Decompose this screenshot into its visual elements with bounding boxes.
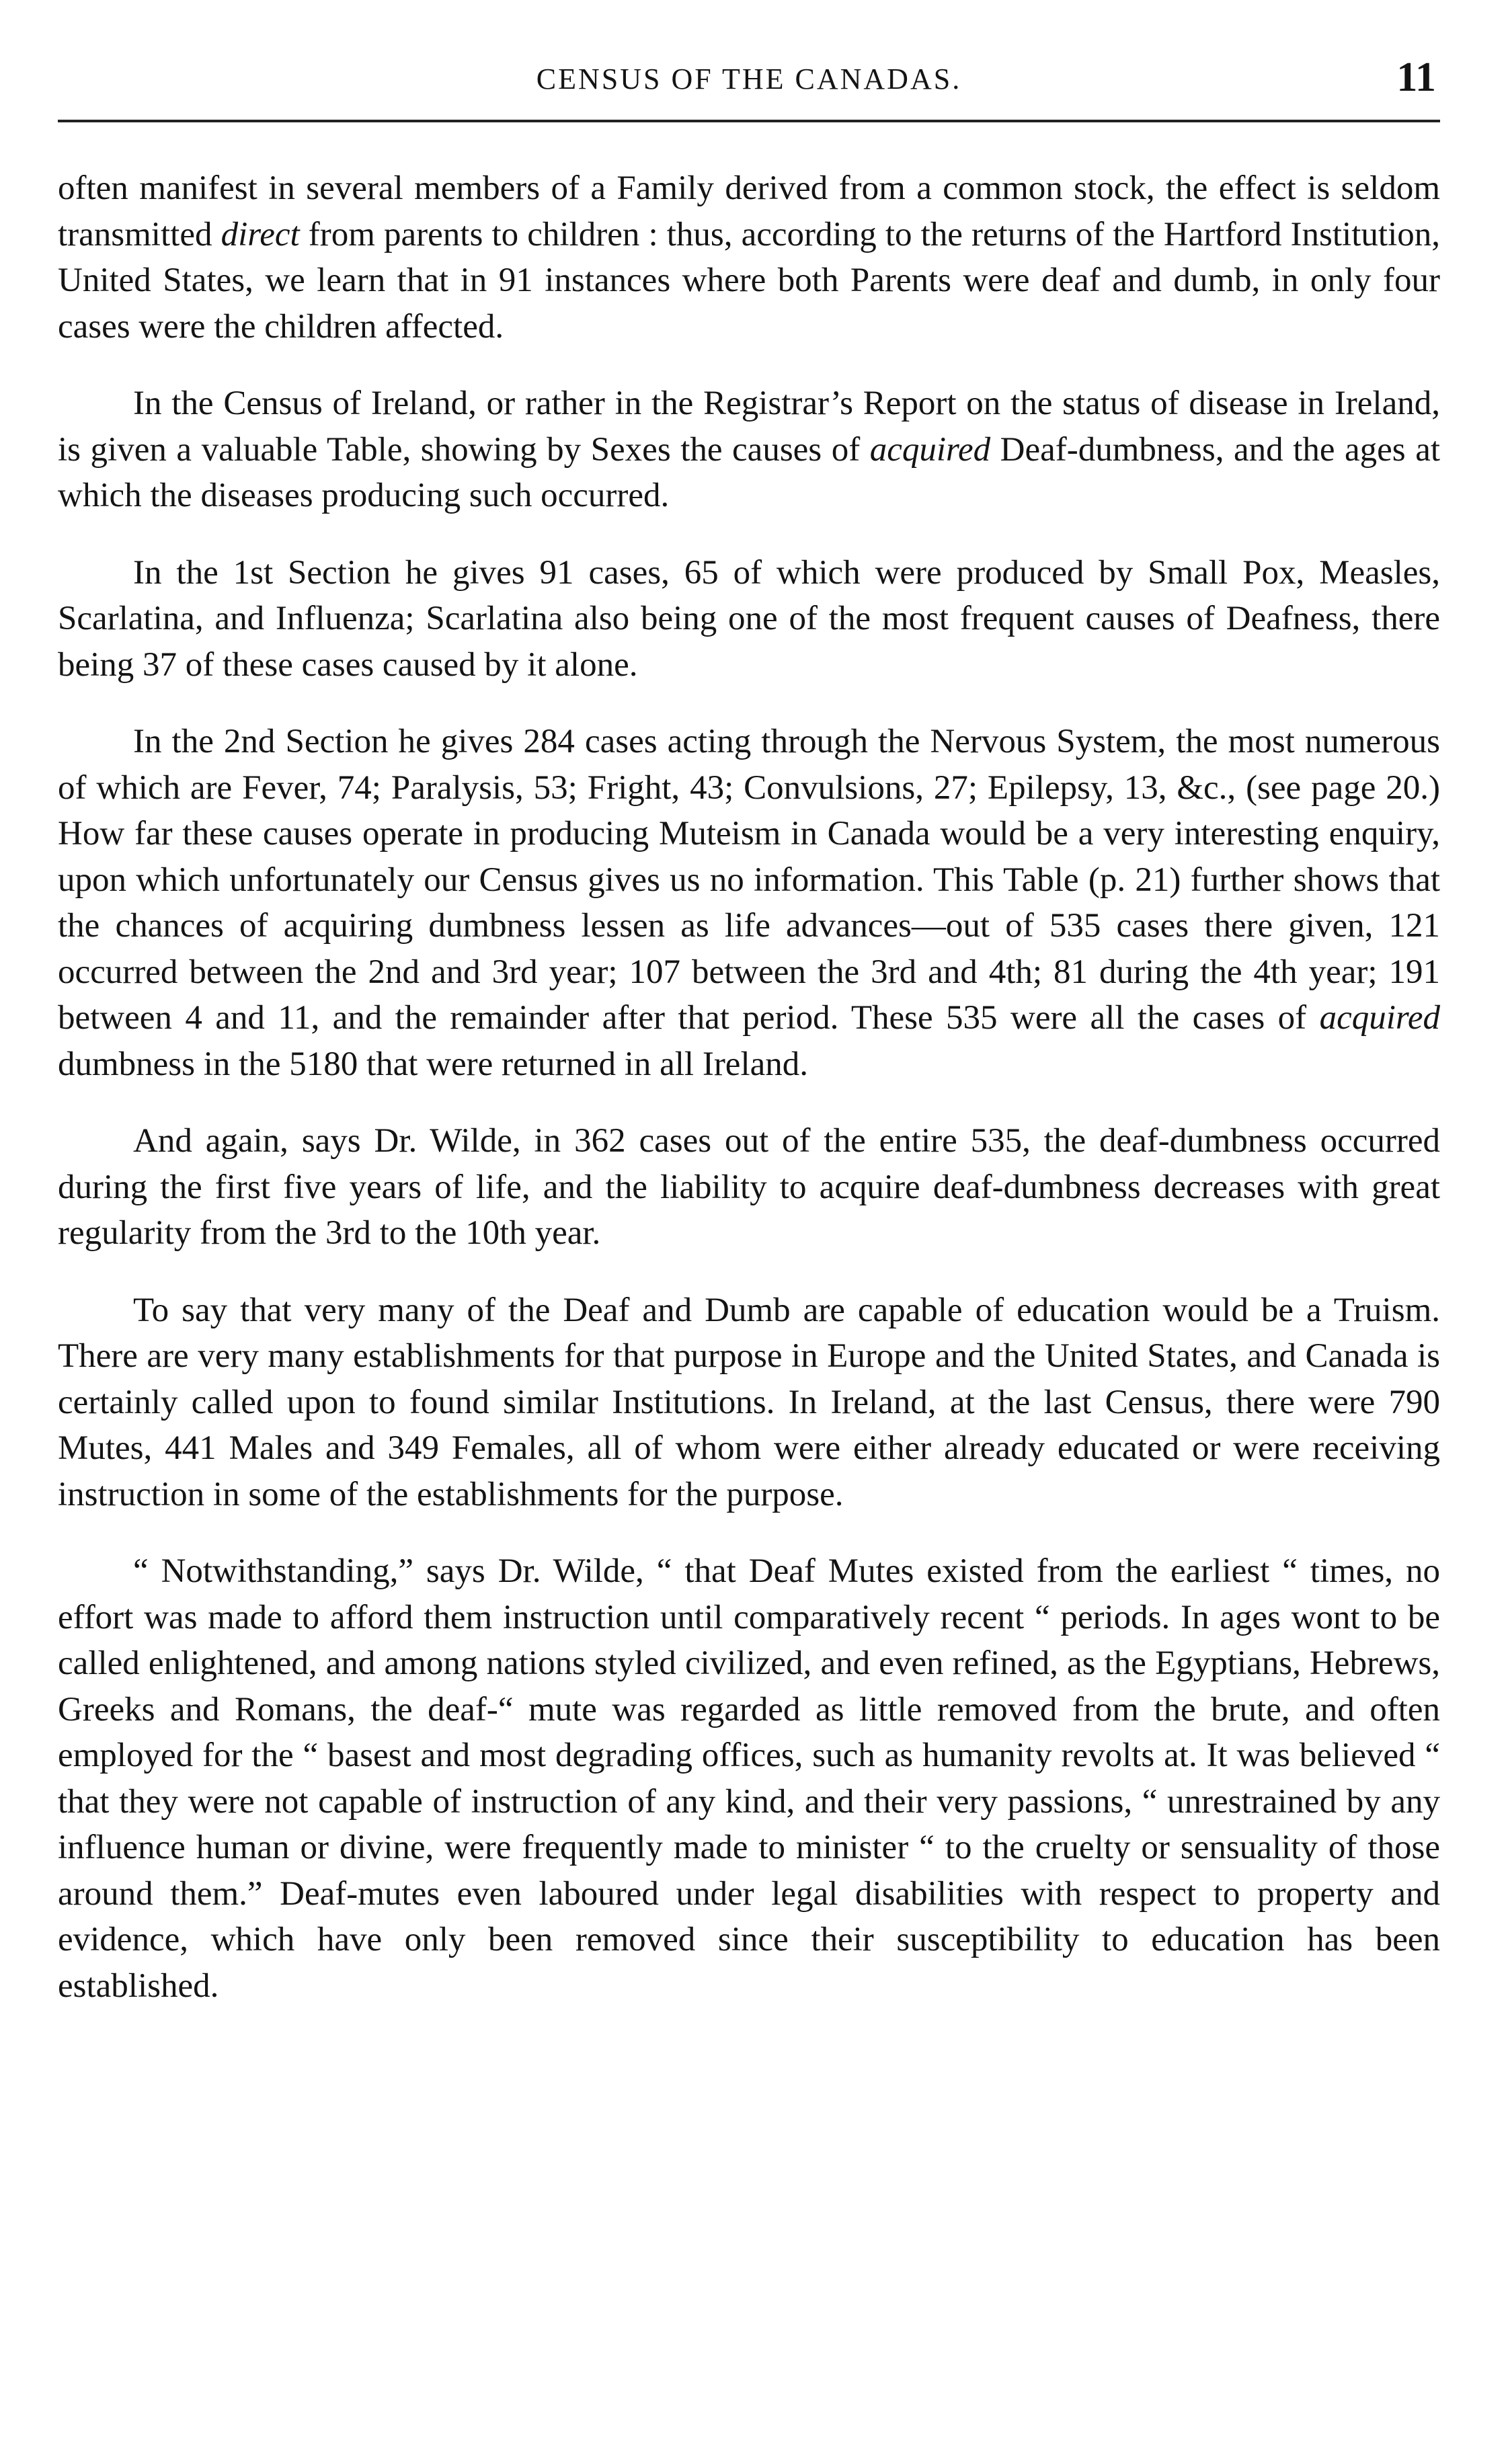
body-text [58, 165, 1440, 2009]
text-segment: And again, says Dr. Wilde, in 362 cases out of the entire 535, the deaf-dumbness occurred during the first five years of life, and the liability to acquire deaf-dumbness decreases with great regularity from the 3rd to the 10th year. [58, 1122, 1440, 1252]
page-number: 11 [1396, 54, 1436, 100]
paragraph-5 [58, 1118, 1440, 1257]
text-segment: dumbness in the 5180 that were returned in all Ireland. [58, 1045, 808, 1083]
paragraph-6 [58, 1287, 1440, 1518]
italic-text-segment: acquired [869, 430, 991, 469]
book-page [58, 54, 1441, 2040]
running-header [58, 54, 1440, 122]
text-segment: from parents to children : thus, according to the returns of the Hartford Institution, United States, we learn that in 91 instances where both Parents were deaf and dumb, in only four cases were the children affected. [58, 215, 1440, 346]
text-segment: often manifest in several members of a Family derived from a common stock, the effect is seldom transmitted [58, 169, 1440, 253]
text-segment: In the 1st Section he gives 91 cases, 65 of which were produced by Small Pox, Measles, Scarlatina, and Influenza; Scarlatina also being one of the most frequent causes of Deafness, there being 37 of these cases caused by it alone. [58, 553, 1440, 684]
italic-text-segment: acquired [1319, 999, 1440, 1037]
text-segment: Deaf-dumbness, and the ages at which the diseases producing such occurred. [58, 430, 1441, 514]
italic-text-segment: direct [221, 215, 300, 253]
paragraph-7 [58, 1548, 1440, 2009]
text-segment: In the 2nd Section he gives 284 cases acting through the Nervous System, the most numerous of which are Fever, 74; Paralysis, 53; Fright, 43; Convulsions, 27; Epilepsy, 13, &c., (see page 20.) How far these causes operate in producing Muteism in Canada would be a very interesting enquiry, upon which unfortunately our Census gives us no information. This Table (p. 21) further shows that the chances of acquiring dumbness lessen as life advances—out of 535 cases there given, 121 occurred between the 2nd and 3rd year; 107 between the 3rd and 4th; 81 during the 4th year; 191 between 4 and 11, and the remainder after that period. These 535 were all the cases of [58, 723, 1440, 1037]
paragraph-3 [58, 550, 1440, 688]
paragraph-1 [58, 165, 1440, 350]
text-segment: In the Census of Ireland, or rather in the Registrar’s Report on the status of disease in Ireland, is given a valuable Table, showing by Sexes the causes of [58, 385, 1440, 469]
text-segment: “ Notwithstanding,” says Dr. Wilde, “ that Deaf Mutes existed from the earliest “ times, no effort was made to afford them instruction until comparatively recent “ periods. In ages wont to be called enlightened, and among nations styled civilized, and even refined, as the Egyptians, Hebrews, Greeks and Romans, the deaf-“ mute was regarded as little removed from the brute, and often employed for the “ basest and most degrading offices, such as humanity revolts at. It was believed “ that they were not capable of instruction of any kind, and their very passions, “ unrestrained by any influence human or divine, were frequently made to minister “ to the cruelty or sensuality of those around them.” Deaf-mutes even laboured under legal disabilities with respect to property and evidence, which have only been removed since their susceptibility to education has been established. [58, 1552, 1440, 2005]
running-title: CENSUS OF THE CANADAS. [536, 63, 962, 95]
paragraph-4 [58, 719, 1440, 1087]
paragraph-2 [58, 381, 1440, 519]
text-segment: To say that very many of the Deaf and Dumb are capable of education would be a Truism. There are very many establishments for that purpose in Europe and the United States, and Canada is certainly called upon to found similar Institutions. In Ireland, at the last Census, there were 790 Mutes, 441 Males and 349 Females, all of whom were either already educated or were receiving instruction in some of the establishments for the purpose. [58, 1291, 1440, 1513]
